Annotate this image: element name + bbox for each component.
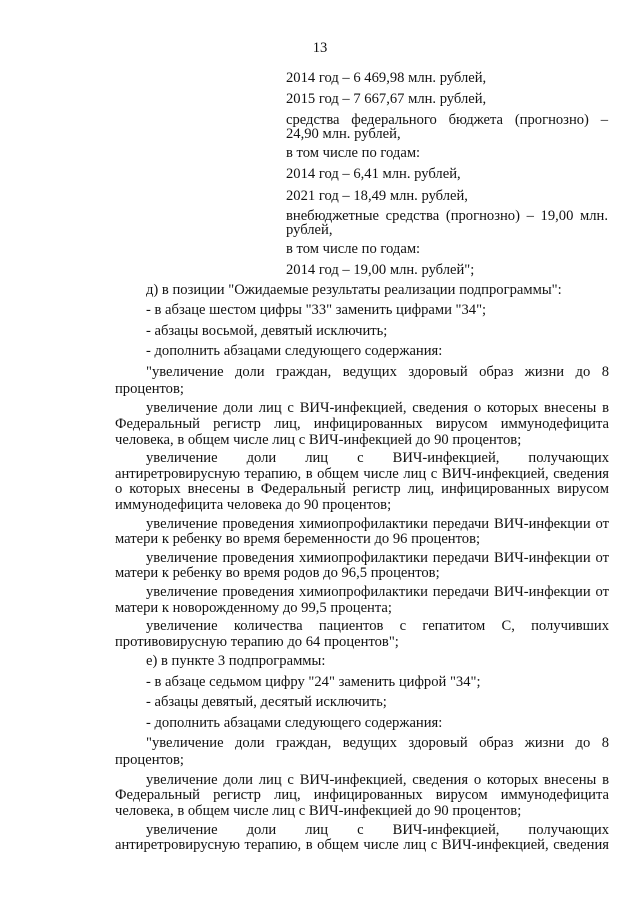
paragraph: увеличение доли лиц с ВИЧ-инфекцией, сведения о которых внесены в Федеральный регистр лиц, инфицированных вирусом иммунодефицита человека, в общем числе лиц с ВИЧ-инфекцией до 90 процентов; <box>115 771 609 819</box>
budget-line: в том числе по годам: <box>286 144 421 161</box>
budget-line: 2014 год – 6 469,98 млн. рублей, <box>286 70 487 86</box>
paragraph: увеличение проведения химиопрофилактики передачи ВИЧ-инфекции от матери к ребенку во время родов до 96,5 процентов; <box>115 549 609 582</box>
paragraph: - дополнить абзацами следующего содержания: <box>146 714 443 731</box>
paragraph: увеличение количества пациентов с гепатитом С, получивших противовирусную терапию до 64 процентов"; <box>115 618 609 650</box>
paragraph: - абзацы девятый, десятый исключить; <box>146 694 387 711</box>
budget-line: 2014 год – 19,00 млн. рублей"; <box>286 262 475 279</box>
paragraph: увеличение проведения химиопрофилактики передачи ВИЧ-инфекции от матери к новорожденному до 99,5 процента; <box>115 583 609 616</box>
paragraph: - в абзаце шестом цифры "33" заменить цифрами "34"; <box>146 302 487 319</box>
budget-line: в том числе по годам: <box>286 241 421 258</box>
budget-line: 2015 год – 7 667,67 млн. рублей, <box>286 91 487 108</box>
paragraph: д) в позиции "Ожидаемые результаты реализации подпрограммы": <box>146 282 562 298</box>
paragraph: - дополнить абзацами следующего содержания: <box>146 343 443 360</box>
paragraph: увеличение доли лиц с ВИЧ-инфекцией, получающих антиретровирусную терапию, в общем числе лиц с ВИЧ-инфекцией, сведения <box>115 821 609 854</box>
budget-line: внебюджетные средства (прогнозно) – 19,00 млн. рублей, <box>286 208 608 239</box>
page-number: 13 <box>312 40 328 56</box>
paragraph: е) в пункте 3 подпрограммы: <box>146 653 326 670</box>
paragraph: увеличение проведения химиопрофилактики передачи ВИЧ-инфекции от матери к ребенку во время беременности до 96 процентов; <box>115 515 609 548</box>
paragraph: "увеличение доли граждан, ведущих здоровый образ жизни до 8 процентов; <box>115 363 609 398</box>
paragraph: увеличение доли лиц с ВИЧ-инфекцией, сведения о которых внесены в Федеральный регистр лиц, инфицированных вирусом иммунодефицита человека, в общем числе лиц с ВИЧ-инфекцией до 90 процентов; <box>115 400 609 448</box>
body-text <box>115 282 609 857</box>
paragraph: "увеличение доли граждан, ведущих здоровый образ жизни до 8 процентов; <box>115 734 609 769</box>
paragraph: увеличение доли лиц с ВИЧ-инфекцией, получающих антиретровирусную терапию, в общем числе лиц с ВИЧ-инфекцией, сведения о которых внесены в Федеральный регистр лиц, инфицированных вирусом иммунодефицита человека до 90 процентов; <box>115 450 609 513</box>
paragraph: - абзацы восьмой, девятый исключить; <box>146 322 388 339</box>
budget-block <box>286 70 608 284</box>
budget-line: 2021 год – 18,49 млн. рублей, <box>286 187 468 204</box>
budget-line: средства федерального бюджета (прогнозно) – 24,90 млн. рублей, <box>286 111 608 142</box>
budget-line: 2014 год – 6,41 млн. рублей, <box>286 166 461 183</box>
paragraph: - в абзаце седьмом цифру "24" заменить цифрой "34"; <box>146 673 481 690</box>
